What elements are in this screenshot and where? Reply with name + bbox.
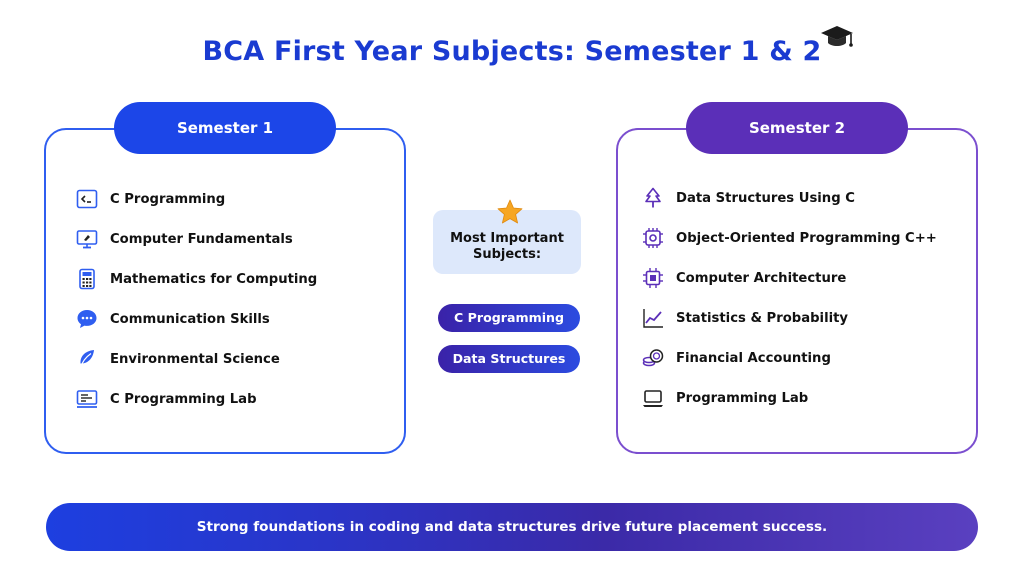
star-icon bbox=[496, 198, 524, 226]
semester-1-item bbox=[76, 307, 270, 331]
code-monitor-icon bbox=[76, 388, 98, 410]
semester-2-header: Semester 2 bbox=[686, 102, 908, 154]
subject-label: C Programming Lab bbox=[110, 391, 257, 407]
gear-chip-icon bbox=[642, 227, 664, 249]
subject-label: Statistics & Probability bbox=[676, 310, 849, 326]
semester-1-item bbox=[76, 267, 317, 291]
cpu-chip-icon bbox=[642, 267, 664, 289]
subject-label: Mathematics for Computing bbox=[110, 271, 318, 287]
leaf-icon bbox=[76, 348, 98, 370]
page-title: BCA First Year Subjects: Semester 1 & 2 bbox=[202, 36, 822, 67]
semester-1-header: Semester 1 bbox=[114, 102, 336, 154]
semester-1-item bbox=[76, 387, 257, 411]
calculator-icon bbox=[76, 268, 98, 290]
subject-label: Environmental Science bbox=[110, 351, 280, 367]
semester-2-item bbox=[642, 266, 846, 290]
semester-2-item bbox=[642, 306, 848, 330]
tree-icon bbox=[642, 187, 664, 209]
subject-label: C Programming bbox=[110, 191, 226, 207]
subject-label: Financial Accounting bbox=[676, 350, 831, 366]
subject-label: Computer Architecture bbox=[676, 270, 847, 286]
subject-label: Object-Oriented Programming C++ bbox=[676, 230, 937, 246]
coins-icon bbox=[642, 347, 664, 369]
chat-bubble-icon bbox=[76, 308, 98, 330]
graduation-cap-icon bbox=[820, 22, 854, 52]
computer-monitor-icon bbox=[76, 228, 98, 250]
code-window-icon bbox=[76, 188, 98, 210]
semester-1-item bbox=[76, 187, 225, 211]
semester-2-item bbox=[642, 346, 831, 370]
most-important-heading-line1: Most Important bbox=[450, 231, 564, 246]
semester-1-item bbox=[76, 347, 280, 371]
semester-2-item bbox=[642, 386, 808, 410]
semester-2-item bbox=[642, 226, 937, 250]
line-chart-icon bbox=[642, 307, 664, 329]
important-subject-pill: Data Structures bbox=[438, 345, 580, 373]
laptop-icon bbox=[642, 387, 664, 409]
subject-label: Computer Fundamentals bbox=[110, 231, 293, 247]
semester-2-item bbox=[642, 186, 855, 210]
footer-banner: Strong foundations in coding and data structures drive future placement success. bbox=[46, 503, 978, 551]
subject-label: Communication Skills bbox=[110, 311, 270, 327]
important-subject-pill: C Programming bbox=[438, 304, 580, 332]
most-important-heading-line2: Subjects: bbox=[472, 247, 542, 262]
semester-1-item bbox=[76, 227, 293, 251]
subject-label: Programming Lab bbox=[676, 390, 809, 406]
subject-label: Data Structures Using C bbox=[676, 190, 855, 206]
